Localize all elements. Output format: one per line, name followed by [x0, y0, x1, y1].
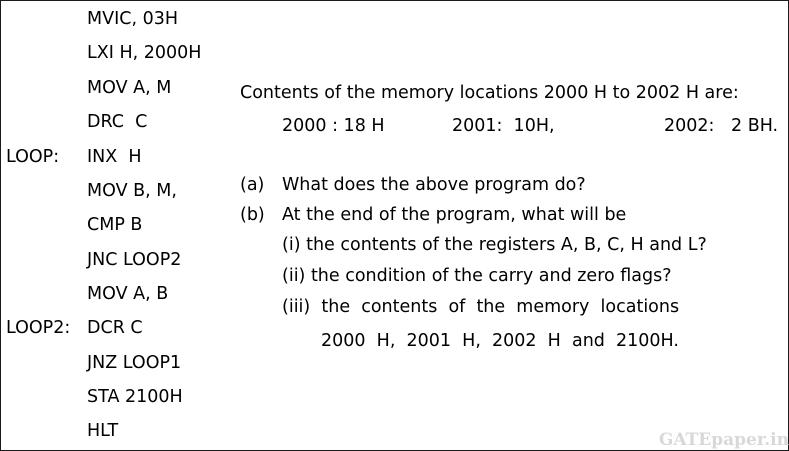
code-line-12: STA 2100H: [87, 387, 183, 407]
question-b-iii: (iii) the contents of the memory locations: [282, 297, 680, 317]
question-b-iii-continued: 2000 H, 2001 H, 2002 H and 2100H.: [321, 331, 679, 351]
memory-2001: 2001: 10H,: [452, 116, 555, 136]
label-loop: LOOP:: [6, 147, 60, 167]
contents-heading: Contents of the memory locations 2000 H to 2002 H are:: [240, 83, 739, 103]
question-a-label: (a): [240, 175, 265, 195]
question-b-text: At the end of the program, what will be: [282, 205, 627, 225]
code-line-2: LXI H, 2000H: [87, 43, 202, 63]
code-line-5: INX H: [87, 147, 142, 167]
label-loop2: LOOP2:: [6, 318, 71, 338]
code-line-13: HLT: [87, 421, 119, 441]
watermark: GATEpaper.in: [658, 430, 789, 450]
code-line-6: MOV B, M,: [87, 181, 177, 201]
code-line-10: DCR C: [87, 318, 143, 338]
code-line-4: DRC C: [87, 112, 148, 132]
code-line-3: MOV A, M: [87, 78, 172, 98]
code-line-8: JNC LOOP2: [87, 250, 182, 270]
question-b-i: (i) the contents of the registers A, B, C, H and L?: [282, 235, 707, 255]
code-line-1: MVIC, 03H: [87, 9, 179, 29]
memory-2000: 2000 : 18 H: [282, 116, 385, 136]
code-line-11: JNZ LOOP1: [87, 353, 182, 373]
memory-2002: 2002:: [664, 116, 715, 136]
question-b-ii: (ii) the condition of the carry and zero flags?: [282, 266, 672, 286]
question-a-text: What does the above program do?: [282, 175, 586, 195]
code-line-9: MOV A, B: [87, 284, 169, 304]
code-line-7: CMP B: [87, 215, 143, 235]
question-b-label: (b): [240, 205, 265, 225]
memory-2002-value: 2 BH.: [731, 116, 779, 136]
